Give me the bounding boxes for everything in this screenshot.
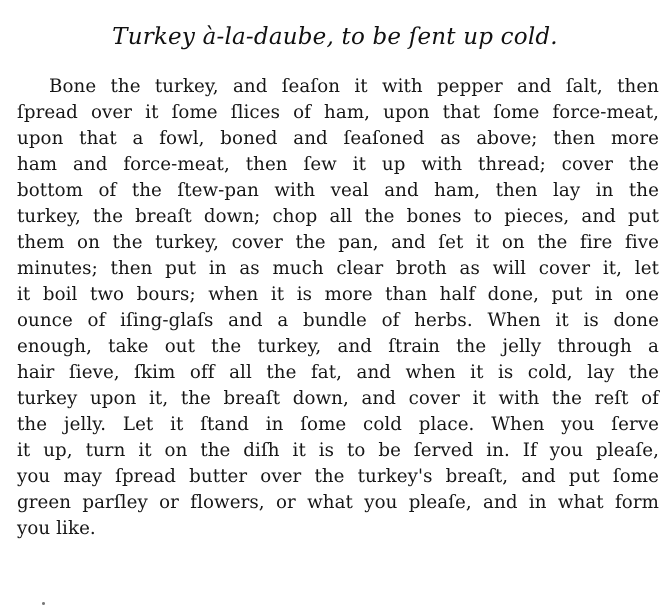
ink-speck bbox=[42, 602, 45, 605]
text-line: them on the turkey, cover the pan, and ſet it on the fire five bbox=[17, 232, 659, 253]
text-line: bottom of the ſtew-pan with veal and ham, then lay in the bbox=[17, 180, 659, 201]
text-line: ham and force-meat, then ſew it up with thread; cover the bbox=[17, 154, 659, 175]
text-line: Bone the turkey, and ſeaſon it with pepper and ſalt, then bbox=[49, 76, 659, 97]
text-line: enough, take out the turkey, and ſtrain the jelly through a bbox=[17, 336, 659, 357]
text-line: turkey upon it, the breaſt down, and cover it with the reſt of bbox=[17, 388, 659, 409]
text-line: it up, turn it on the diſh it is to be ſerved in. If you pleaſe, bbox=[17, 440, 659, 461]
text-line: hair ſieve, ſkim off all the fat, and when it is cold, lay the bbox=[17, 362, 659, 383]
text-line: ounce of iſing-glaſs and a bundle of herbs. When it is done bbox=[17, 310, 659, 331]
text-line: upon that a fowl, boned and ſeaſoned as above; then more bbox=[17, 128, 659, 149]
text-line: green parſley or flowers, or what you pleaſe, and in what form bbox=[17, 492, 659, 513]
recipe-title: Turkey à-la-daube, to be ſent up cold. bbox=[112, 24, 558, 50]
recipe-body bbox=[17, 74, 659, 542]
text-line: ſpread over it ſome ſlices of ham, upon that ſome force-meat, bbox=[17, 102, 659, 123]
text-line: turkey, the breaſt down; chop all the bones to pieces, and put bbox=[17, 206, 659, 227]
text-line: minutes; then put in as much clear broth as will cover it, let bbox=[17, 258, 659, 279]
text-line: you may ſpread butter over the turkey's breaſt, and put ſome bbox=[17, 466, 659, 487]
text-line: it boil two bours; when it is more than half done, put in one bbox=[17, 284, 659, 305]
text-line: the jelly. Let it ſtand in ſome cold place. When you ſerve bbox=[17, 414, 659, 435]
text-line: you like. bbox=[17, 518, 96, 539]
